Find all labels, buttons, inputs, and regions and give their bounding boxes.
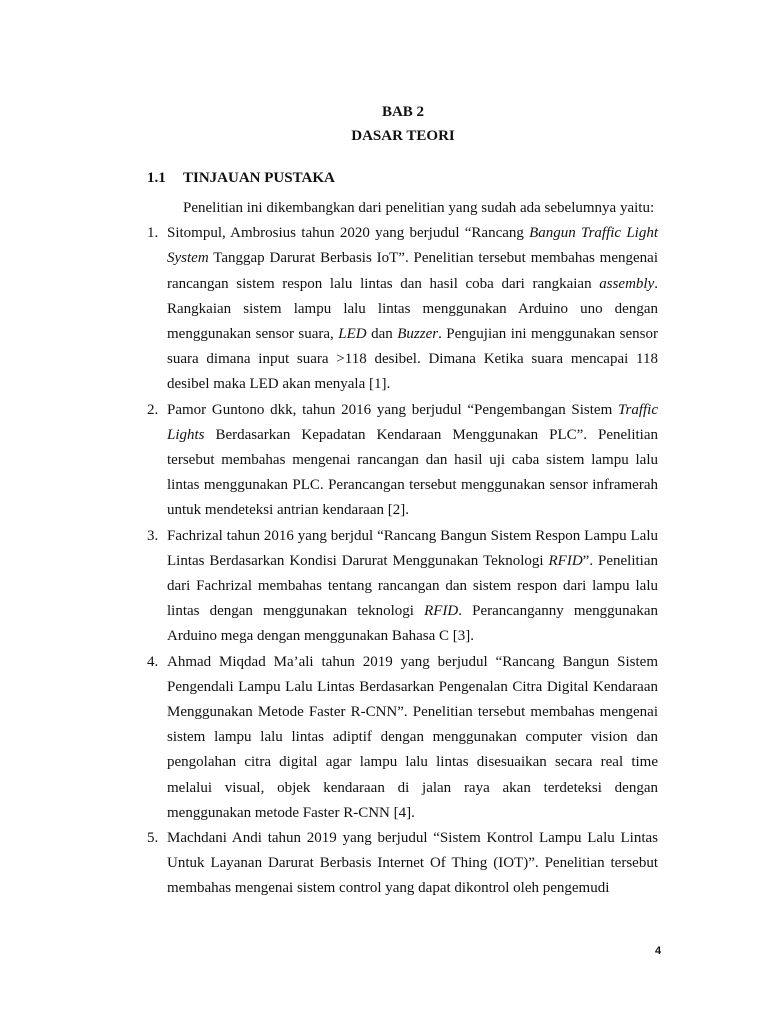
section-heading <box>147 170 335 187</box>
italic-term: RFID <box>424 603 459 620</box>
list-item-number: 1. <box>147 225 159 242</box>
list-item-text: Machdani Andi tahun 2019 yang berjudul “Sistem Kontrol Lampu Lalu Lintas Untuk Layanan Darurat Berbasis Internet Of Thing (IOT)”. Penelitian tersebut membahas mengenai sistem control yang dapat dikontrol oleh pengemudi <box>167 830 658 897</box>
italic-term: RFID <box>548 552 583 569</box>
intro-paragraph: Penelitian ini dikembangkan dari penelitian yang sudah ada sebelumnya yaitu: <box>183 200 655 216</box>
list-item-text: . Pengujian ini menggunakan sensor suara dimana input suara >118 desibel. Dimana Ketika suara mencapai 118 desibel maka LED akan menyala [1]. <box>167 326 658 393</box>
list-item-text: Ahmad Miqdad Ma’ali tahun 2019 yang berjudul “Rancang Bangun Sistem Pengendali Lampu Lalu Lintas Berdasarkan Pengenalan Citra Digital Kendaraan Menggunakan Metode Faster R-CNN”. Penelitian tersebut membahas mengenai sistem lampu lalu lintas adiptif dengan menggunakan computer vision dan pengolahan citra digital agar lampu lalu lintas disesuaikan secara real time melalui visual, objek kendaraan di jalan raya akan terdeteksi dengan menggunakan metode Faster R-CNN [4]. <box>167 653 658 821</box>
list-item-number: 4. <box>147 653 159 670</box>
list-item-text: dan <box>366 326 398 343</box>
italic-term: Buzzer <box>397 326 439 343</box>
list-item-text: Tanggap Darurat Berbasis IoT”. Penelitian tersebut membahas mengenai rancangan sistem respon lalu lintas dan hasil coba dari rangkaian <box>167 250 658 292</box>
chapter-title: DASAR TEORI <box>351 128 455 144</box>
list-item <box>147 524 658 650</box>
list-item-number: 5. <box>147 830 159 847</box>
list-item-text: ”. Penelitian dari Fachrizal membahas tentang rancangan dan sistem respon dari lampu lalu lintas dengan menggunakan teknologi <box>167 552 658 620</box>
page-number: 4 <box>655 945 662 957</box>
italic-term: assembly <box>599 275 655 292</box>
list-item-text: Berdasarkan Kepadatan Kendaraan Menggunakan PLC”. Penelitian tersebut membahas mengenai rancangan dan hasil uji caba sistem lampu lalu lintas menggunakan PLC. Perancangan tersebut menggunakan sensor inframerah untuk mendeteksi antrian kendaraan [2]. <box>167 426 658 519</box>
list-item <box>147 650 658 826</box>
italic-term: Traffic Lights <box>167 401 658 443</box>
list-item-text: . Rangkaian sistem lampu lalu lintas menggunakan Arduino uno dengan menggunakan sensor suara, <box>167 275 658 343</box>
list-item-text: Pamor Guntono dkk, tahun 2016 yang berjudul “Pengembangan Sistem <box>167 401 618 418</box>
list-item-number: 3. <box>147 527 159 544</box>
chapter-number: BAB 2 <box>381 104 425 120</box>
list-item <box>147 398 658 524</box>
list-item <box>147 826 658 902</box>
reference-list <box>147 221 658 901</box>
italic-term: Bangun Traffic Light System <box>167 225 658 267</box>
list-item-text: Fachrizal tahun 2016 yang berjdul “Rancang Bangun Sistem Respon Lampu Lalu Lintas Berdasarkan Kondisi Darurat Menggunakan Teknologi <box>167 527 658 569</box>
list-item-text: . Perancanganny menggunakan Arduino mega dengan menggunakan Bahasa C [3]. <box>167 603 658 645</box>
list-item <box>147 221 658 397</box>
list-item-text: Sitompul, Ambrosius tahun 2020 yang berjudul “Rancang <box>167 225 530 242</box>
section-title: TINJAUAN PUSTAKA <box>183 170 335 186</box>
list-item-number: 2. <box>147 401 159 418</box>
section-number: 1.1 <box>147 170 166 186</box>
body-text <box>147 196 658 902</box>
italic-term: LED <box>338 326 367 343</box>
